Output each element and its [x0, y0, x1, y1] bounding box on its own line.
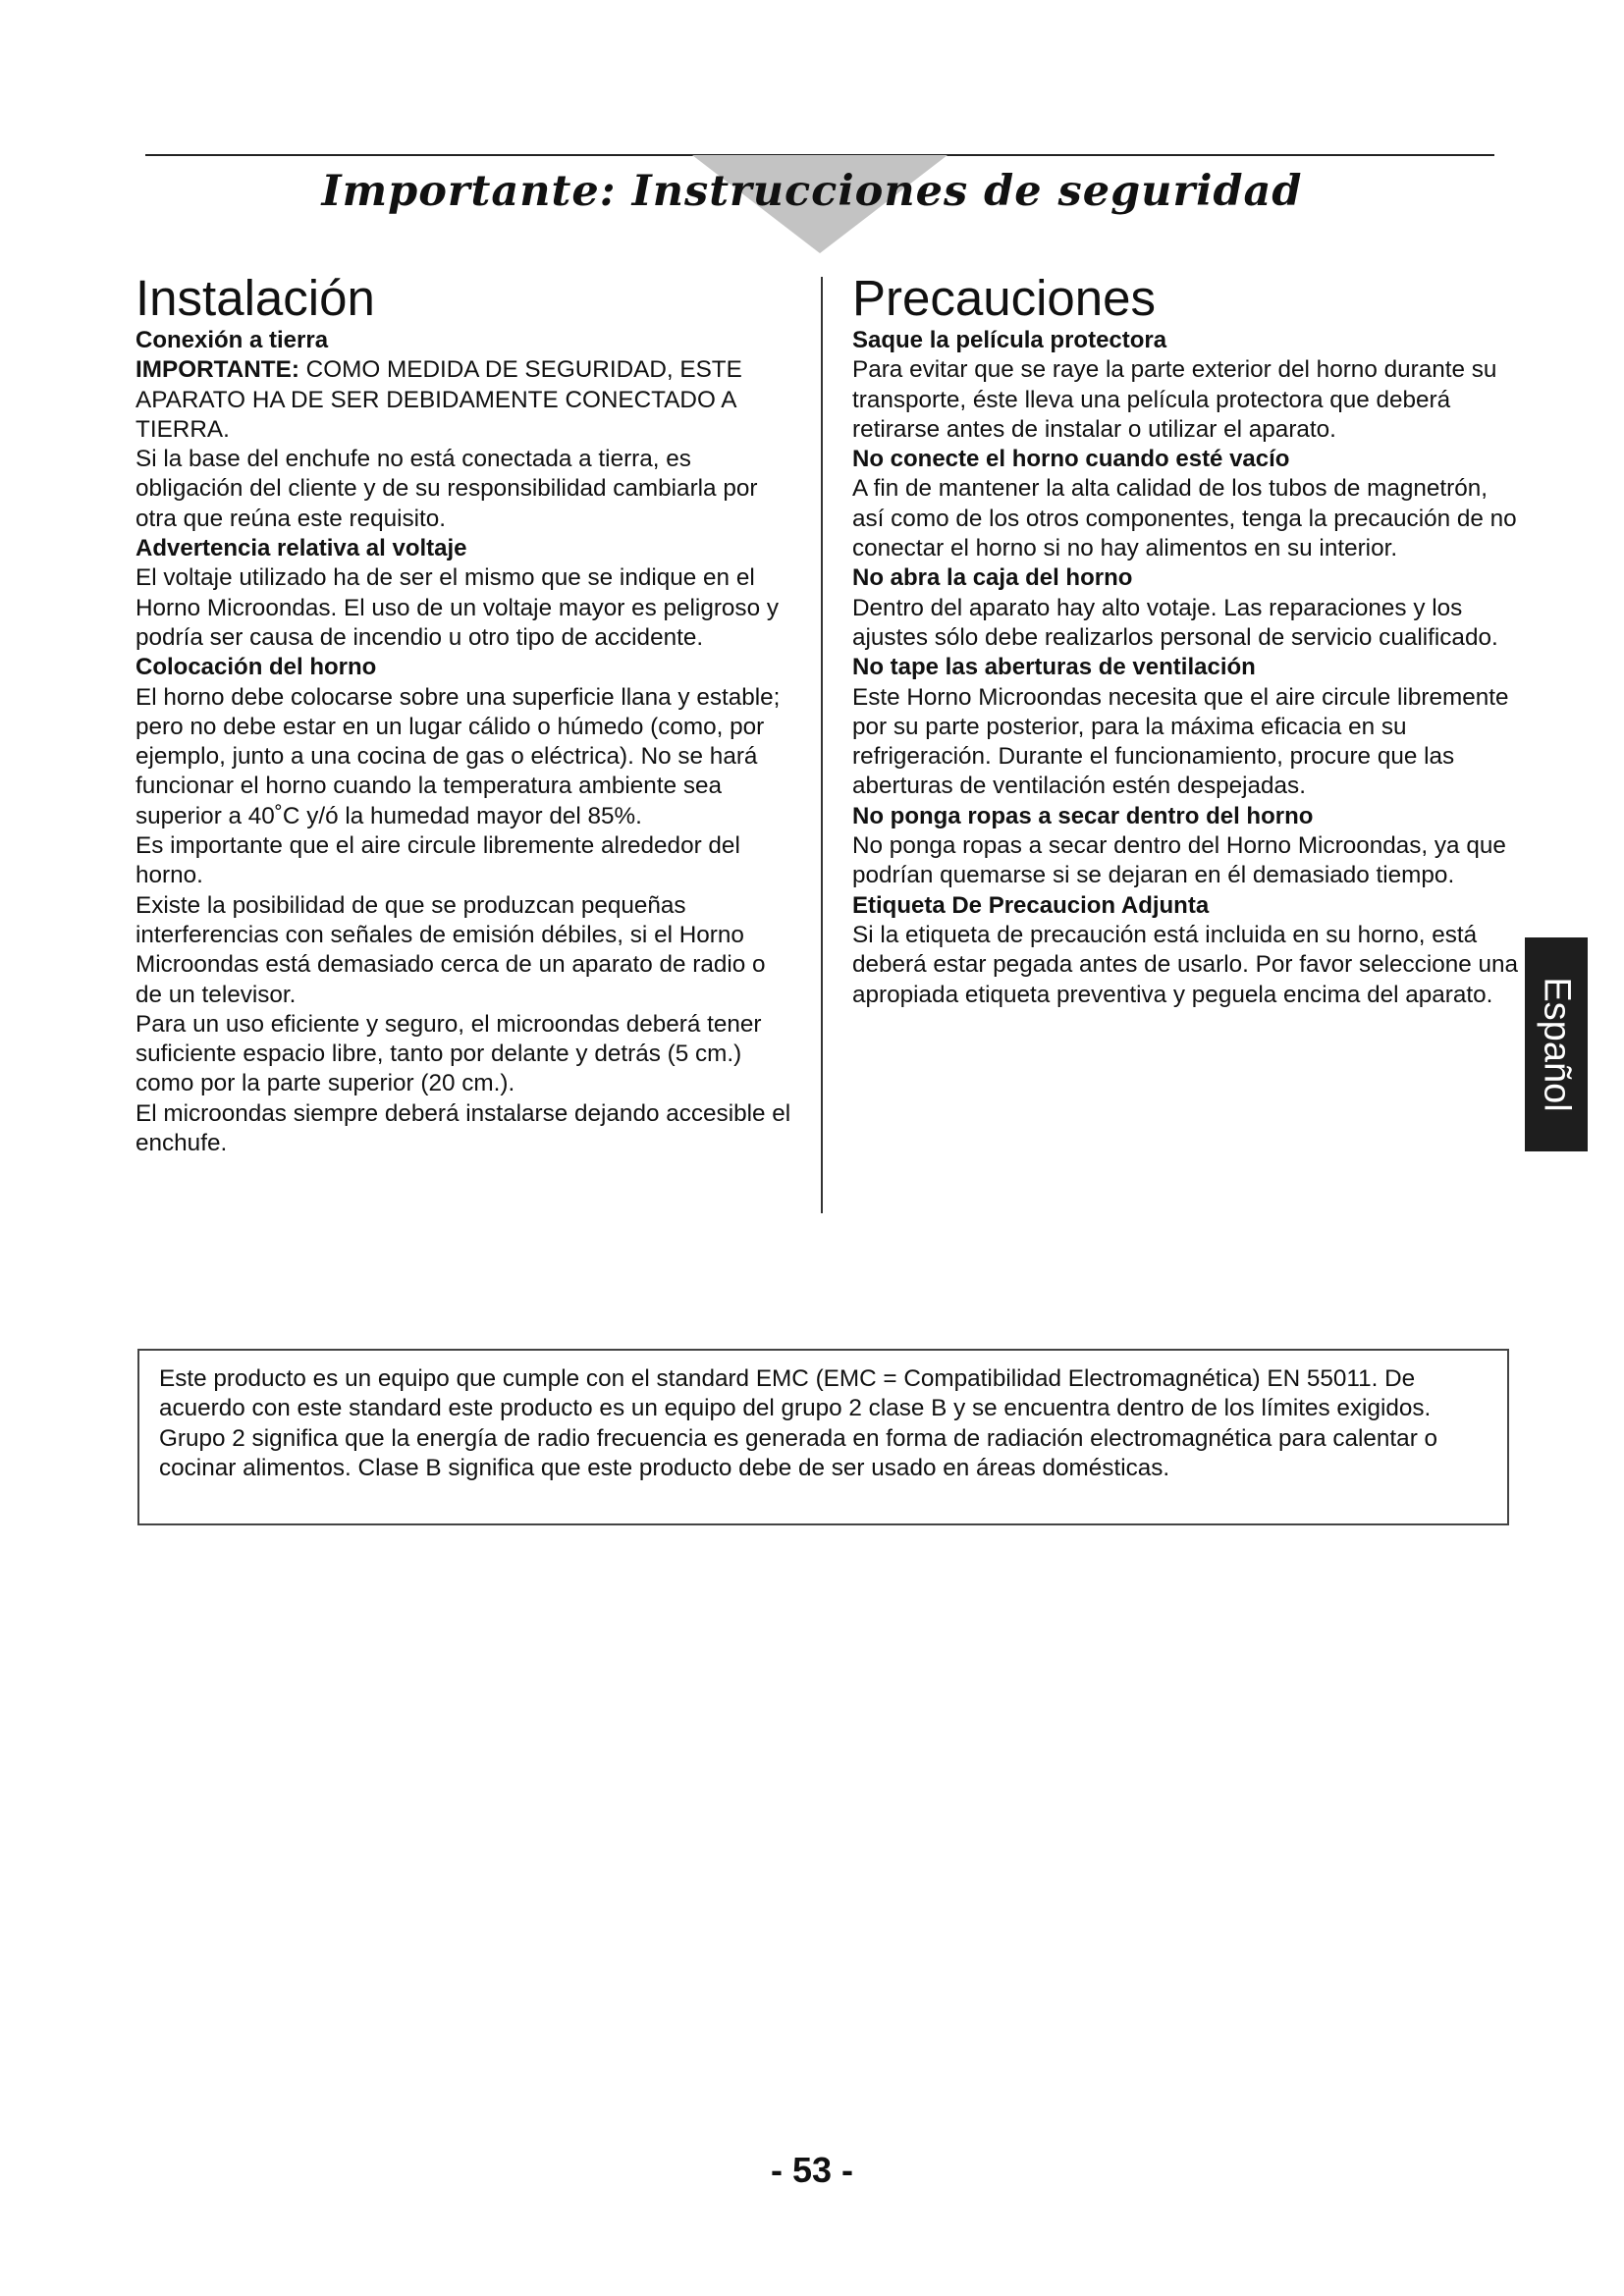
protective-film-subheading: Saque la película protectora	[852, 327, 1167, 353]
placement-paragraph: Existe la posibilidad de que se produzcan pequeñas interferencias con señales de emisión débiles, si el Horno Microondas está demasiado cerca de un aparato de radio o de un televisor.	[135, 891, 766, 1008]
clothes-subheading: No ponga ropas a secar dentro del horno	[852, 802, 1314, 829]
voltage-paragraph: El voltaje utilizado ha de ser el mismo que se indique en el Horno Microondas. El uso de un voltaje mayor es peligroso y podría ser causa de incendio u otro tipo de accidente.	[135, 564, 779, 651]
warning-label-subheading: Etiqueta De Precaucion Adjunta	[852, 891, 1210, 919]
ventilation-subheading: No tape las aberturas de ventilación	[852, 654, 1256, 681]
grounding-paragraph: Si la base del enchufe no está conectada a tierra, es obligación del cliente y de su responsibilidad cambiarla por otra que reúna este requisito.	[135, 446, 758, 532]
placement-paragraph: El microondas siempre deberá instalarse dejando accesible el enchufe.	[135, 1099, 791, 1157]
important-label: IMPORTANTE:	[135, 356, 299, 384]
column-divider	[821, 277, 823, 1213]
voltage-subheading: Advertencia relativa al voltaje	[135, 535, 467, 562]
open-case-paragraph: Dentro del aparato hay alto votaje. Las reparaciones y los ajustes sólo debe realizarlos personal de servicio cualificado.	[852, 594, 1498, 651]
placement-subheading: Colocación del horno	[135, 654, 377, 681]
precautions-heading: Precauciones	[852, 270, 1157, 326]
grounding-subheading: Conexión a tierra	[135, 327, 329, 353]
page-title: Importante: Instrucciones de seguridad	[321, 167, 1303, 216]
placement-paragraph: El horno debe colocarse sobre una superficie llana y estable; pero no debe estar en un lugar cálido o húmedo (como, por ejemplo, junto a una cocina de gas o eléctrica). No se hará funcionar el horno cuando la temperatura ambiente sea superior a 40˚C y/ó la humedad mayor del 85%.	[135, 683, 781, 829]
installation-heading: Instalación	[135, 270, 375, 326]
clothes-section	[852, 802, 1520, 891]
placement-section	[135, 653, 795, 1158]
voltage-section	[135, 534, 795, 653]
empty-oven-section	[852, 445, 1520, 563]
protective-film-section	[852, 326, 1520, 445]
open-case-section	[852, 563, 1520, 653]
empty-oven-paragraph: A fin de mantener la alta calidad de los tubos de magnetrón, así como de los otros componentes, tenga la precaución de no conectar el horno si no hay alimentos en su interior.	[852, 475, 1517, 562]
grounding-important-paragraph	[135, 355, 795, 445]
emc-notice-box	[137, 1349, 1509, 1525]
installation-column	[135, 271, 795, 1158]
emc-notice-text: Este producto es un equipo que cumple con el standard EMC (EMC = Compatibilidad Electromagnética) EN 55011. De acuerdo con este standard este producto es un equipo del grupo 2 clase B y se encuentra dentro de los límites exigidos. Grupo 2 significa que la energía de radio frecuencia es generada en forma de radiación electromagnética para calentar o cocinar alimentos. Clase B significa que este producto debe de ser usado en áreas domésticas.	[159, 1365, 1438, 1481]
clothes-paragraph: No ponga ropas a secar dentro del Horno Microondas, ya que podrían quemarse si se dejaran en él demasiado tiempo.	[852, 832, 1506, 889]
page-number: - 53 -	[770, 2150, 854, 2190]
ventilation-section	[852, 653, 1520, 801]
open-case-subheading: No abra la caja del horno	[852, 564, 1133, 592]
protective-film-paragraph: Para evitar que se raye la parte exterior del horno durante su transporte, éste lleva una película protectora que deberá retirarse antes de instalar o utilizar el aparato.	[852, 356, 1497, 443]
grounding-section	[135, 326, 795, 534]
precautions-column	[852, 271, 1520, 1010]
important-text: COMO MEDIDA DE SEGURIDAD, ESTE APARATO HA DE SER DEBIDAMENTE CONECTADO A TIERRA.	[135, 356, 742, 443]
empty-oven-subheading: No conecte el horno cuando esté vacío	[852, 446, 1290, 473]
ventilation-paragraph: Este Horno Microondas necesita que el aire circule libremente por su parte posterior, para la máxima eficacia en su refrigeración. Durante el funcionamiento, procure que las aberturas de ventilación estén despejadas.	[852, 683, 1509, 800]
warning-label-paragraph: Si la etiqueta de precaución está incluida en su horno, está deberá estar pegada antes de usarlo. Por favor seleccione una apropiada etiqueta preventiva y peguela encima del aparato.	[852, 921, 1519, 1008]
placement-paragraph: Para un uso eficiente y seguro, el microondas deberá tener suficiente espacio libre, tanto por delante y detrás (5 cm.) como por la parte superior (20 cm.).	[135, 1010, 762, 1097]
language-tab-label: Español	[1536, 977, 1578, 1112]
placement-paragraph: Es importante que el aire circule libremente alrededor del horno.	[135, 832, 740, 889]
warning-label-section	[852, 891, 1520, 1010]
language-tab	[1525, 937, 1588, 1151]
